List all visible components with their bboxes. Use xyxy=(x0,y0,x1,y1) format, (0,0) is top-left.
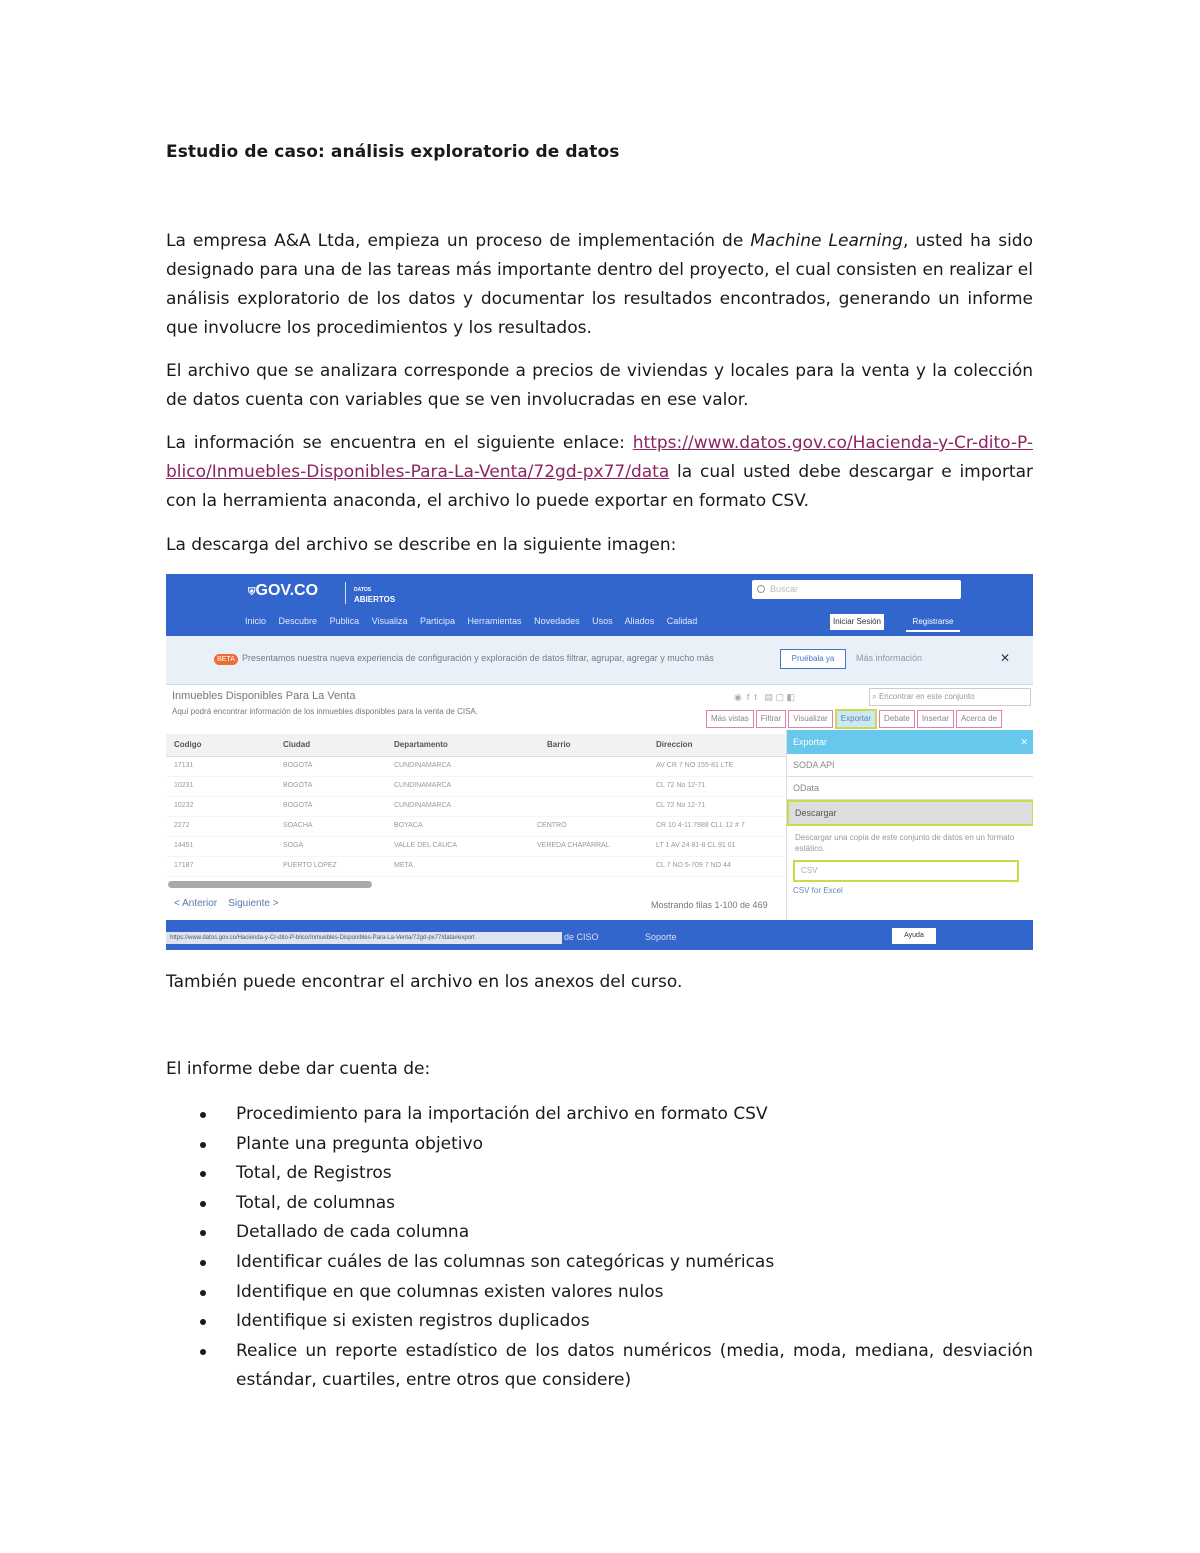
nav-item[interactable]: Novedades xyxy=(534,616,580,626)
dataset-title: Inmuebles Disponibles Para La Venta xyxy=(172,690,356,702)
toolbar-button[interactable]: Filtrar xyxy=(756,710,786,728)
next-page-link[interactable]: Siguiente > xyxy=(228,898,279,909)
requirements-list xyxy=(166,1100,1033,1396)
bullet-icon xyxy=(200,1230,206,1236)
table-row[interactable]: 17187 PUERTO LOPEZ META CL 7 NO 5-709 7 NO 44 xyxy=(166,857,786,877)
nav-item[interactable]: Participa xyxy=(420,616,456,626)
bullet-icon xyxy=(200,1290,206,1296)
status-url: https://www.datos.gov.co/Hacienda-y-Cr-dito-P-blico/Inmuebles-Disponibles-Para-La-Venta/72gd-px77/data#export xyxy=(166,932,562,944)
site-footer xyxy=(166,920,1033,950)
table-row[interactable]: 2272 SOACHA BOYACA CENTRO CR 10 4-11 7888 CLL 12 # 7 xyxy=(166,817,786,837)
nav-item[interactable]: Publica xyxy=(329,616,360,626)
data-table xyxy=(166,734,786,877)
view-grid-icon[interactable]: ▢ xyxy=(775,692,784,702)
list-item: Identifique en que columnas existen valores nulos xyxy=(166,1278,1033,1308)
rss-icon[interactable]: ◉ xyxy=(734,692,742,702)
pagination xyxy=(174,898,279,909)
bullet-icon xyxy=(200,1112,206,1118)
export-panel xyxy=(786,730,1033,920)
footer-link[interactable]: Soporte xyxy=(645,932,677,942)
nav-item[interactable]: Calidad xyxy=(666,616,698,626)
paragraph-file: El archivo que se analizara corresponde a precios de viviendas y locales para la venta y la colección de datos cuenta con variables que se ven involucradas en ese valor. xyxy=(166,361,1033,410)
close-icon[interactable]: ✕ xyxy=(1000,651,1011,665)
toolbar-button[interactable]: Acerca de xyxy=(956,710,1002,728)
table-search-input[interactable]: ⌕ Encontrar en este conjunto xyxy=(869,688,1031,706)
toolbar-button[interactable]: Más vistas xyxy=(706,710,754,728)
login-button[interactable]: Iniciar Sesión xyxy=(830,614,884,630)
beta-banner xyxy=(166,636,1033,685)
download-screenshot xyxy=(166,574,1033,950)
link-intro: La información se encuentra en el siguiente enlace: xyxy=(166,433,633,453)
paragraph-link xyxy=(166,429,1033,516)
paragraph-informe: El informe debe dar cuenta de: xyxy=(166,1059,431,1079)
toolbar-button[interactable]: Visualizar xyxy=(788,710,833,728)
close-icon[interactable]: ✕ xyxy=(1020,737,1028,747)
nav-item[interactable]: Herramientas xyxy=(467,616,522,626)
rows-info: Mostrando filas 1-100 de 469 xyxy=(651,900,768,910)
intro-text-2: , usted ha sido designado para una de las tareas más importante dentro del proyecto, el cual consisten en realizar el análisis exploratorio de los datos y documentar los resultados encontrados, generando un informe que involucre los procedimientos y los resultados. xyxy=(166,231,1033,338)
export-description: Descargar una copia de este conjunto de datos en un formato estático. xyxy=(795,833,1015,853)
export-button[interactable]: Exportar xyxy=(835,709,877,729)
list-item: Procedimiento para la importación del archivo en formato CSV xyxy=(166,1100,1033,1130)
table-row[interactable]: 14451 SOGA VALLE DEL CAUCA VEREDA CHAPARRAL LT 1 AV 24 81-8 CL 91 01 xyxy=(166,837,786,857)
share-icons xyxy=(734,692,795,703)
nav-item[interactable]: Usos xyxy=(592,616,613,626)
table-header xyxy=(166,734,786,757)
dataset-toolbar xyxy=(706,709,1004,729)
list-item: Detallado de cada columna xyxy=(166,1218,1033,1248)
main-nav xyxy=(245,616,707,626)
table-row[interactable]: 10232 BOGOTA CUNDINAMARCA CL 72 No 12-71 xyxy=(166,797,786,817)
list-item: Total, de columnas xyxy=(166,1189,1033,1219)
horizontal-scrollbar[interactable] xyxy=(168,881,372,888)
site-search[interactable]: Buscar xyxy=(752,580,961,599)
csv-download-option[interactable]: CSV xyxy=(793,860,1019,882)
view-table-icon[interactable]: ▤ xyxy=(764,692,773,702)
bullet-icon xyxy=(200,1142,206,1148)
list-item: Realice un reporte estadístico de los datos numéricos (media, moda, mediana, desviación estándar, cuartiles, entre otros que considere) xyxy=(166,1337,1033,1396)
twitter-icon[interactable]: t xyxy=(754,692,757,702)
nav-item[interactable]: Aliados xyxy=(624,616,655,626)
list-item: Plante una pregunta objetivo xyxy=(166,1130,1033,1160)
intro-text-1: La empresa A&A Ltda, empieza un proceso de implementación de xyxy=(166,231,751,251)
prev-page-link[interactable]: < Anterior xyxy=(174,898,218,909)
column-header[interactable]: Departamento xyxy=(394,740,448,749)
toolbar-button[interactable]: Debate xyxy=(879,710,915,728)
nav-item[interactable]: Descubre xyxy=(278,616,318,626)
intro-italic: Machine Learning xyxy=(750,231,903,251)
search-icon xyxy=(757,585,765,593)
logo-divider xyxy=(345,582,346,604)
paragraph-intro xyxy=(166,227,1033,343)
facebook-icon[interactable]: f xyxy=(746,692,750,702)
export-odata[interactable]: OData xyxy=(787,777,1033,800)
register-button[interactable]: Registrarse xyxy=(906,614,960,632)
bullet-icon xyxy=(200,1260,206,1266)
document-title: Estudio de caso: análisis exploratorio de datos xyxy=(166,142,620,162)
list-item: Identifique si existen registros duplicados xyxy=(166,1307,1033,1337)
govco-logo: ⛨GOV.CO xyxy=(248,582,319,599)
bullet-icon xyxy=(200,1319,206,1325)
column-header[interactable]: Ciudad xyxy=(283,740,311,749)
table-row[interactable]: 17131 BOGOTA CUNDINAMARCA AV CR 7 NO 155-81 LTE xyxy=(166,757,786,777)
toolbar-button[interactable]: Insertar xyxy=(917,710,954,728)
site-header xyxy=(166,574,1033,636)
view-chart-icon[interactable]: ◧ xyxy=(786,692,796,702)
list-item: Total, de Registros xyxy=(166,1159,1033,1189)
export-soda-api[interactable]: SODA API xyxy=(787,754,1033,777)
export-panel-title: Exportar ✕ xyxy=(787,730,1033,754)
link-after: la cual usted debe descargar e importar con la herramienta anaconda, el archivo lo puede exportar en formato CSV. xyxy=(166,462,1033,511)
dataset-subtitle: Aquí podrá encontrar información de los inmuebles disponibles para la venta de CISA. xyxy=(172,707,478,716)
nav-item[interactable]: Visualiza xyxy=(371,616,408,626)
bullet-icon xyxy=(200,1171,206,1177)
help-button[interactable]: Ayuda xyxy=(892,928,936,944)
bullet-icon xyxy=(200,1201,206,1207)
shield-icon: ⛨ xyxy=(248,587,256,598)
csv-excel-option[interactable]: CSV for Excel xyxy=(793,886,843,895)
table-row[interactable]: 10231 BOGOTA CUNDINAMARCA CL 72 No 12-71 xyxy=(166,777,786,797)
datos-abiertos-logo: DATOS ABIERTOS xyxy=(354,587,396,604)
search-icon: ⌕ xyxy=(872,692,877,701)
footer-link[interactable]: de CISO xyxy=(564,932,599,942)
column-header[interactable]: Codigo xyxy=(174,740,202,749)
more-info-link[interactable]: Más información xyxy=(856,653,923,663)
banner-text: Presentamos nuestra nueva experiencia de configuración y exploración de datos filtrar, agrupar, agregar y mucho más xyxy=(242,653,714,663)
column-header[interactable]: Direccion xyxy=(656,740,693,749)
nav-item[interactable]: Inicio xyxy=(245,616,267,626)
try-button[interactable]: Pruébala ya xyxy=(780,649,846,669)
paragraph-download: La descarga del archivo se describe en la siguiente imagen: xyxy=(166,535,677,555)
export-descargar[interactable]: Descargar xyxy=(787,800,1033,826)
column-header[interactable]: Barrio xyxy=(547,740,571,749)
bullet-icon xyxy=(200,1349,206,1355)
paragraph-anexos: También puede encontrar el archivo en los anexos del curso. xyxy=(166,972,683,992)
beta-badge: BETA xyxy=(214,654,238,665)
dataset-link[interactable]: https://www.datos.gov.co/Hacienda-y-Cr-dito-P-blico/Inmuebles-Disponibles-Para-La-Venta/72gd-px77/data xyxy=(166,433,1033,482)
list-item: Identificar cuáles de las columnas son categóricas y numéricas xyxy=(166,1248,1033,1278)
